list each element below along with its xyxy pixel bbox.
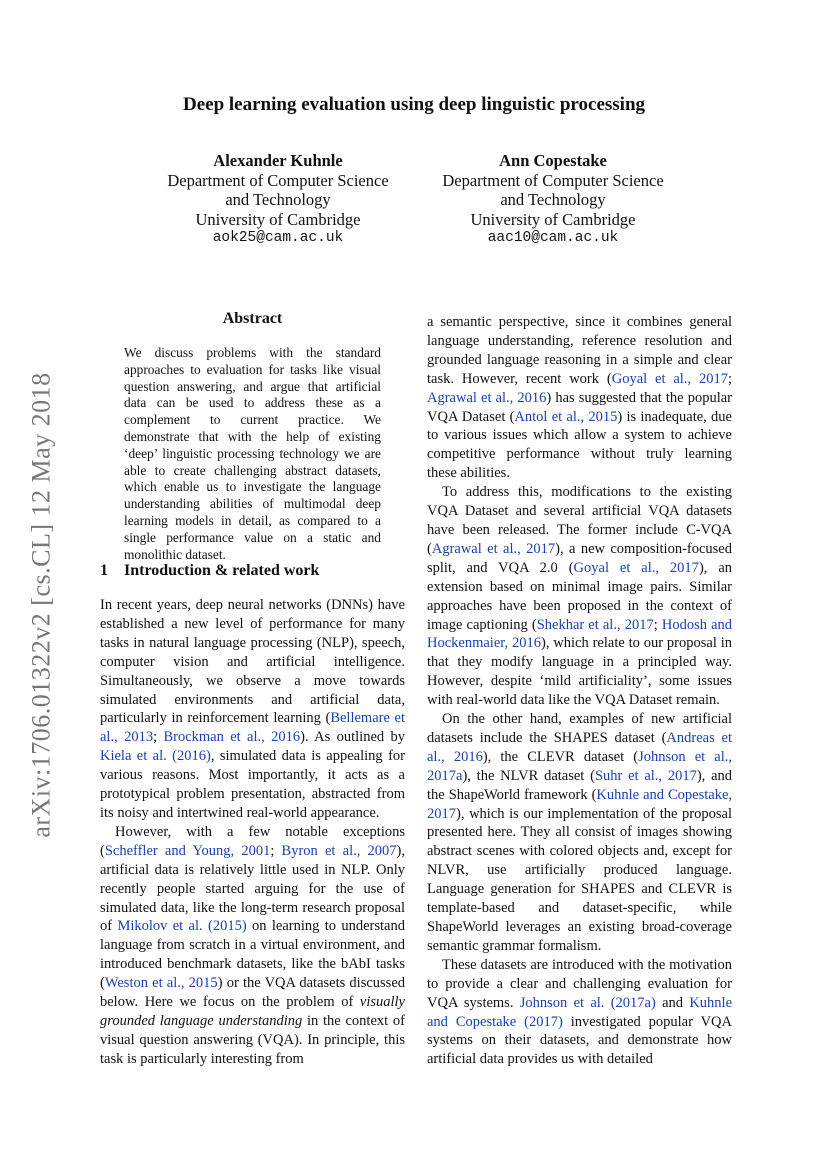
citation-link[interactable]: Mikolov et al. (2015): [117, 918, 247, 935]
text-run: In recent years, deep neural networks (DNNs) have established a new level of performance for many tasks in natural language processing (NLP), speech, computer vision and artificial intelligence. Simultaneously, we observe a move towards simulated environments and artificial data, particularly in reinforcement learning (: [100, 597, 405, 727]
text-run: in the context of visual question answering (VQA). In principle, this task is particularly interesting from: [100, 1012, 405, 1067]
text-run: To address this, modifications to the existing VQA Dataset and several artificial VQA datasets have been released. The former include C-VQA (: [427, 484, 732, 557]
citation-link[interactable]: Johnson et al., 2017a: [427, 748, 732, 784]
text-run: ), the NLVR dataset (: [462, 767, 595, 784]
citation-link[interactable]: Kuhnle and Copestake (2017): [427, 994, 732, 1030]
text-run: investigated popular VQA systems on their datasets, and demonstrate how artificial data provides us with detailed: [427, 1013, 732, 1068]
paragraph: [427, 483, 732, 710]
abstract-heading: Abstract: [222, 310, 283, 327]
citation-link[interactable]: Kuhnle and Copestake, 2017: [427, 786, 733, 822]
text-run: ;: [727, 370, 732, 387]
text-run: ) or the VQA datasets discussed below. Here we focus on the problem of: [100, 975, 406, 1011]
arxiv-identifier-text: arXiv:1706.01322v2 [cs.CL] 12 May 2018: [27, 372, 56, 838]
citation-link[interactable]: Byron et al., 2007: [281, 842, 397, 859]
arxiv-identifier: [22, 355, 62, 855]
text-run: and: [655, 994, 690, 1011]
paper-title: Deep learning evaluation using deep linguistic processing: [182, 94, 646, 115]
paragraph: [100, 596, 405, 823]
citation-link[interactable]: Shekhar et al., 2017: [536, 616, 654, 633]
text-run: ;: [270, 842, 282, 859]
citation-link[interactable]: Bellemare et al., 2013: [100, 710, 405, 746]
text-run: ;: [653, 616, 662, 633]
author-block-2: [403, 151, 703, 249]
text-run: ). As outlined by: [300, 729, 405, 746]
author-university: University of Cambridge: [195, 209, 361, 229]
text-run: ), a new composition-focused split, and VQA 2.0 (: [427, 540, 732, 576]
citation-link[interactable]: Goyal et al., 2017: [573, 559, 699, 576]
text-run: ), and the ShapeWorld framework (: [427, 767, 733, 803]
citation-link[interactable]: Suhr et al., 2017: [594, 767, 697, 784]
section-heading: [100, 562, 319, 580]
author-email: aac10@cam.ac.uk: [487, 230, 619, 246]
paragraph: [427, 710, 732, 956]
text-run: On the other hand, examples of new artificial datasets include the SHAPES dataset (: [427, 711, 732, 746]
citation-link[interactable]: Agrawal et al., 2016: [427, 389, 547, 406]
section-number: 1: [100, 562, 108, 579]
author-name: Alexander Kuhnle: [213, 151, 343, 170]
author-department: Department of Computer Science: [167, 170, 389, 190]
emphasis-text: visually grounded language understanding: [100, 994, 405, 1029]
section-title: Introduction & related work: [124, 562, 320, 579]
citation-link[interactable]: Weston et al., 2015: [104, 975, 218, 992]
citation-link[interactable]: Agrawal et al., 2017: [431, 540, 556, 557]
paragraph: [427, 956, 732, 1069]
citation-link[interactable]: Johnson et al. (2017a): [519, 994, 656, 1011]
text-run: ) has suggested that the popular VQA Dataset (: [427, 389, 732, 425]
text-run: ), which is our implementation of the proposal presented here. They all consist of images showing abstract scenes with colored objects and, except for NLVR, use artificially produced language. Language generation for SHAPES and CLEVR is template-based and dataset-specific, while ShapeWorld leverages an existing broad-coverage semantic grammar formalism.: [427, 805, 732, 954]
citation-link[interactable]: Scheffler and Young, 2001: [104, 842, 271, 859]
author-name: Ann Copestake: [499, 151, 607, 170]
text-run: ) is inadequate, due to various issues which allow a system to achieve competitive performance without truly learning these abilities.: [427, 408, 732, 482]
author-department-cont: and Technology: [500, 190, 606, 209]
text-run: However, with a few notable exceptions (: [100, 823, 405, 859]
abstract-text: We discuss problems with the standard approaches to evaluation for tasks like visual question answering, and argue that artificial data can be used to address these as a complement to current practice. We demonstrate that with the help of existing ‘deep’ linguistic processing technology we are able to create challenging abstract datasets, which enable us to investigate the language understanding abilities of multimodal deep learning models in detail, as compared to a single performance value on a static and monolithic dataset.: [124, 345, 381, 562]
text-run: ), an extension based on minimal image pairs. Similar approaches have been proposed in the context of image captioning (: [427, 559, 732, 633]
author-email: aok25@cam.ac.uk: [212, 230, 344, 246]
text-run: a semantic perspective, since it combines general language understanding, reference resolution and grounded language reasoning in a simple and clear task. However, recent work (: [427, 314, 732, 387]
citation-link[interactable]: Goyal et al., 2017: [611, 370, 728, 387]
text-run: ), which relate to our proposal in that they modify language in a principled way. However, despite ‘mild artificiality’, some issues with real-world data like the VQA Dataset remain.: [427, 635, 732, 709]
text-run: ), artificial data is relatively little used in NLP. Only recently people started arguing for the use of simulated data, like the long-term research proposal of: [100, 842, 406, 935]
paragraph: [100, 823, 405, 1069]
text-run: on learning to understand language from scratch in a virtual environment, and introduced benchmark datasets, like the bAbI tasks (: [100, 918, 405, 992]
citation-link[interactable]: Hodosh and Hockenmaier, 2016: [427, 616, 732, 652]
text-run: These datasets are introduced with the motivation to provide a clear and challenging evaluation for VQA systems.: [427, 956, 732, 1011]
citation-link[interactable]: Kiela et al. (2016): [100, 748, 211, 765]
author-university: University of Cambridge: [470, 209, 636, 229]
citation-link[interactable]: Andreas et al., 2016: [427, 729, 733, 765]
author-department: Department of Computer Science: [442, 170, 664, 190]
left-column: [100, 596, 405, 1069]
citation-link[interactable]: Antol et al., 2015: [514, 408, 618, 425]
text-run: ;: [153, 729, 164, 746]
paragraph: [427, 313, 732, 483]
author-block-1: [128, 151, 428, 249]
citation-link[interactable]: Brockman et al., 2016: [163, 729, 301, 746]
text-run: ), the CLEVR dataset (: [482, 748, 639, 765]
author-department-cont: and Technology: [225, 190, 331, 209]
right-column: [427, 313, 732, 1069]
text-run: , simulated data is appealing for various reasons. Most importantly, it acts as a prototypical problem presentation, abstracted from its noisy and intertwined real-world appearance.: [100, 748, 405, 821]
